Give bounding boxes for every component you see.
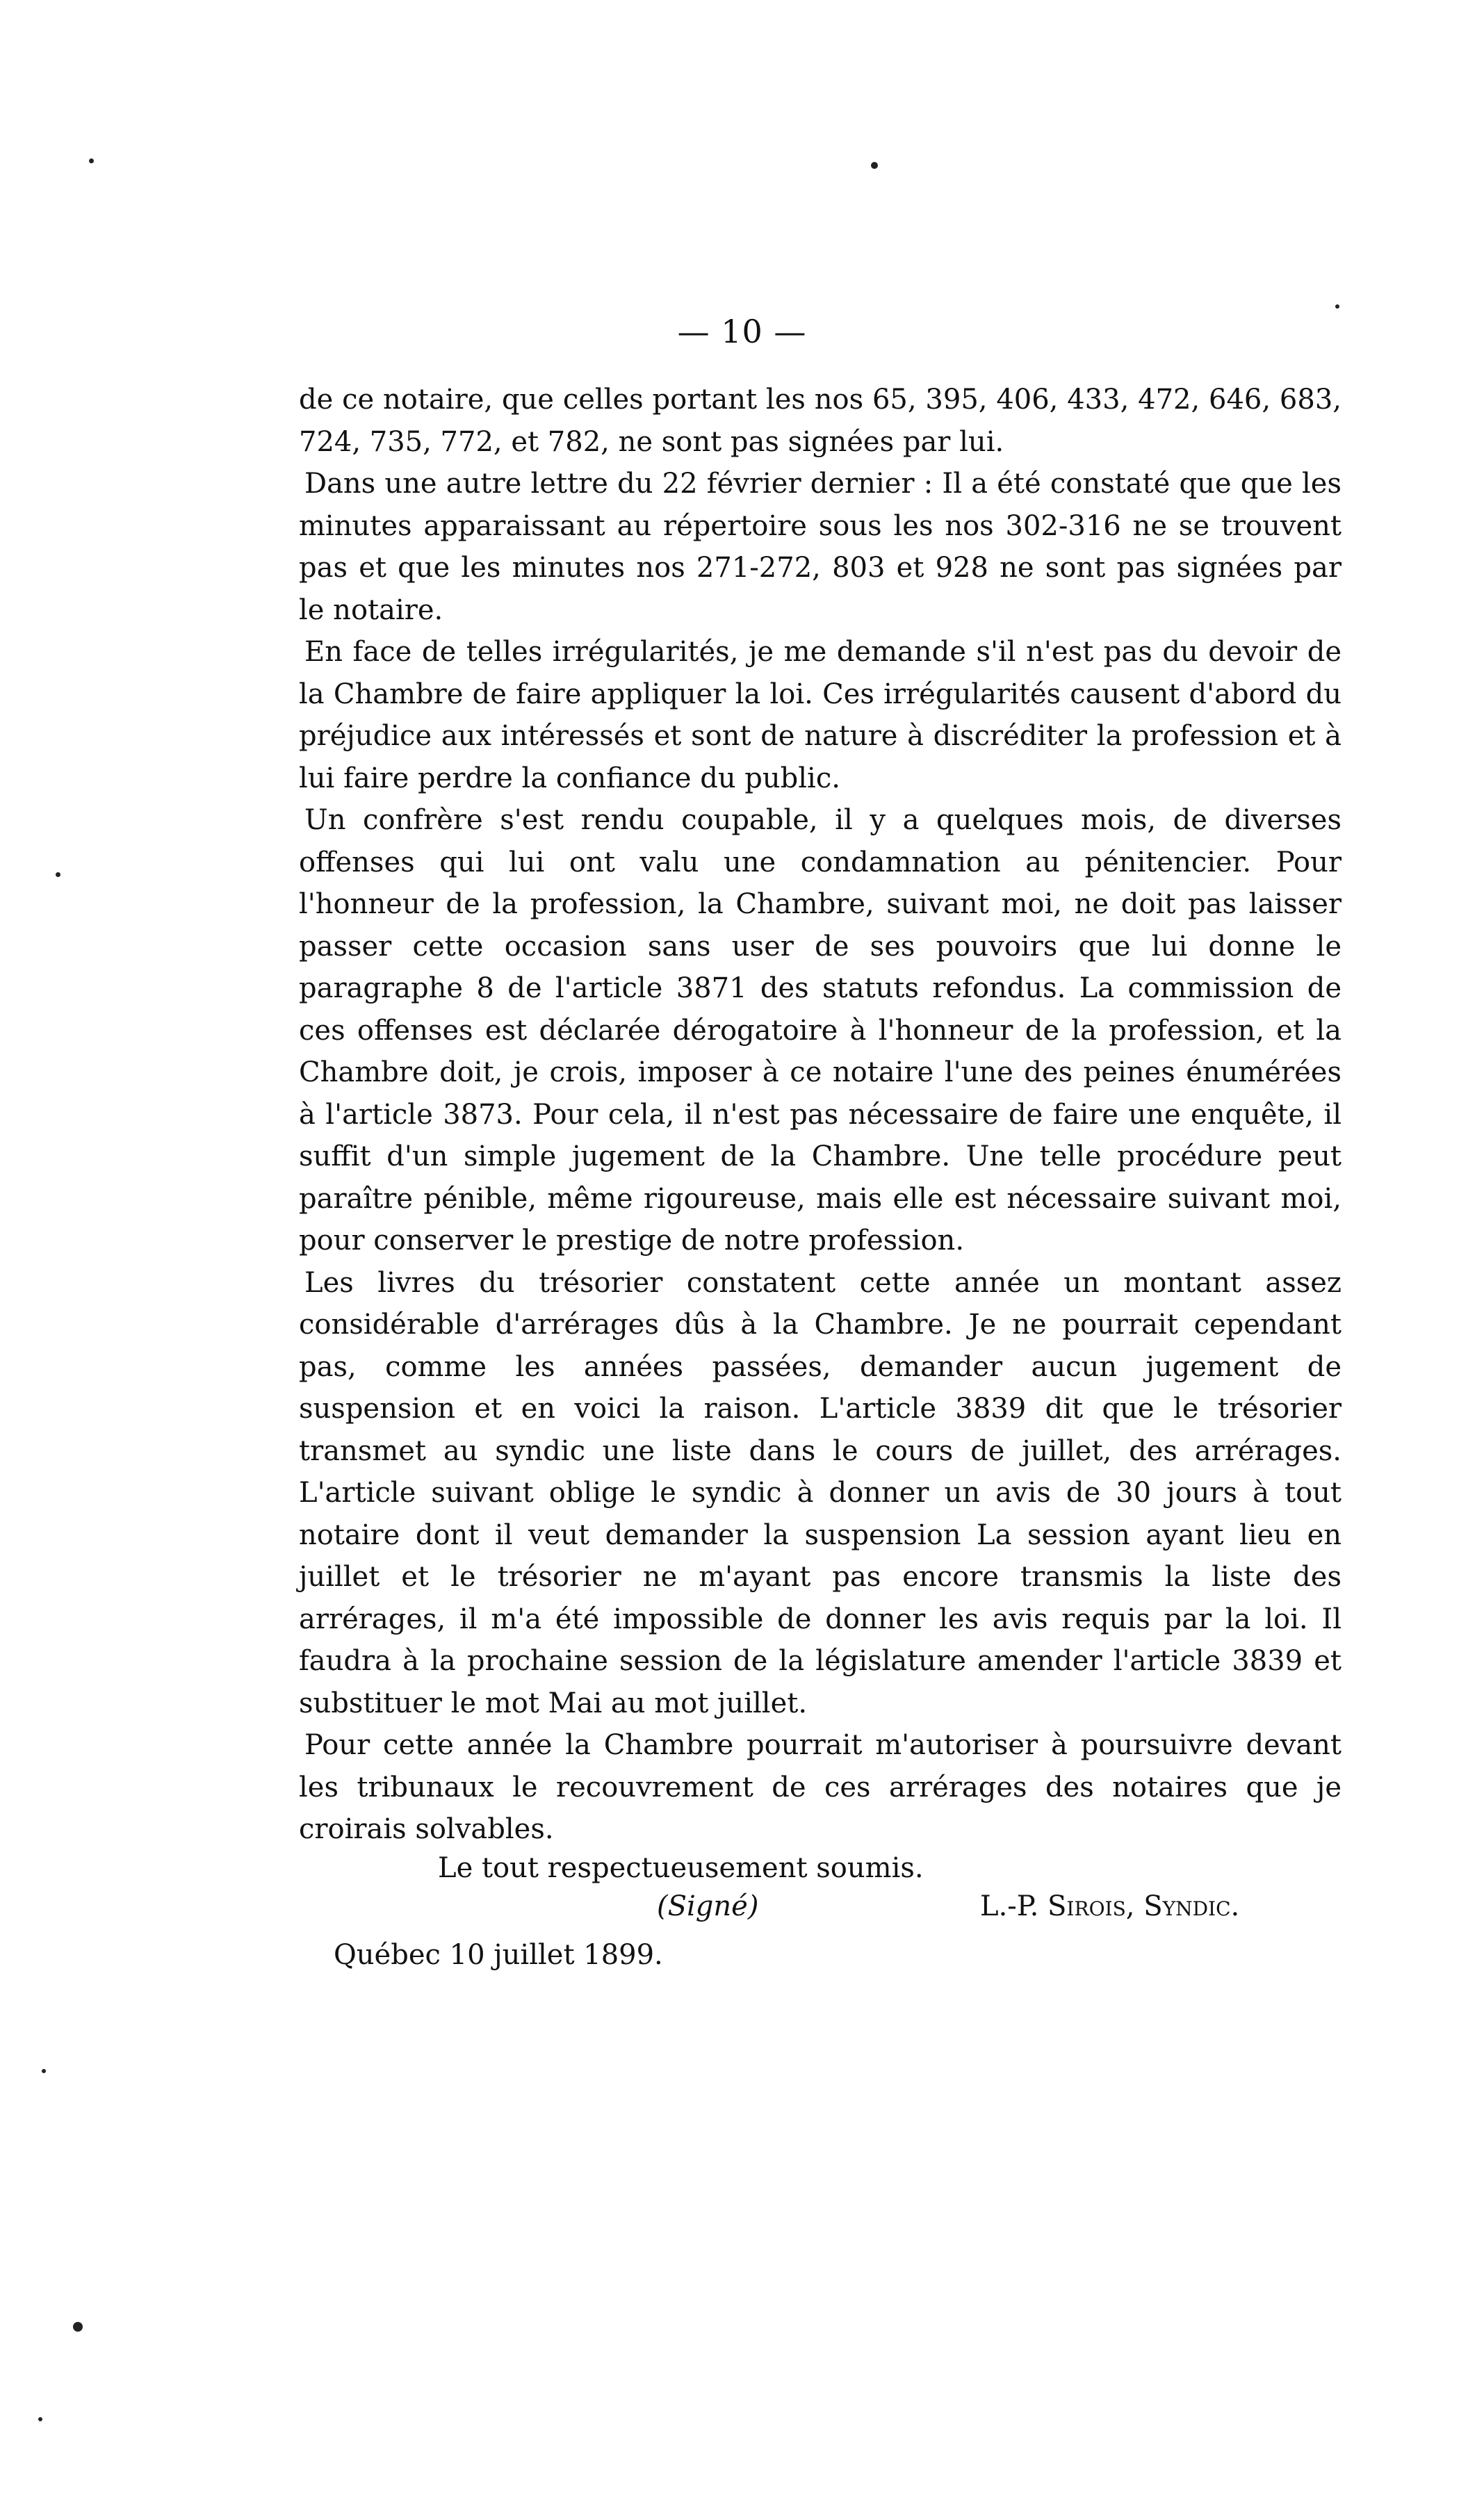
signatory: L.-P. Sirois, Syndic. [980,1890,1240,1922]
signed-label: (Signé) [657,1890,759,1922]
scan-speck [1335,304,1339,309]
page-number: — 10 — [677,313,807,350]
paragraph: de ce notaire, que celles portant les nos 65, 395, 406, 433, 472, 646, 683, 724, 735, 772, et 782, ne sont pas signées par lui. [299,384,1342,458]
paragraph: Dans une autre lettre du 22 février dernier : Il a été constaté que que les minutes apparaissant au répertoire sous les nos 302-316 ne se trouvent pas et que les minutes nos 271-272, 803 et 928 ne sont pas signées par le notaire. [299,468,1342,626]
paragraph: Un confrère s'est rendu coupable, il y a quelques mois, de diverses offenses qui lui ont valu une condamnation au pénitencier. Pour l'honneur de la profession, la Chambre, suivant moi, ne doit pas laisser passer cette occasion sans user de ses pouvoirs que lui donne le paragraphe 8 de l'article 3871 des statuts refondus. La commission de ces offenses est déclarée dérogatoire à l'honneur de la profession, et la Chambre doit, je crois, imposer à ce notaire l'une des peines énumérées à l'article 3873. Pour cela, il n'est pas nécessaire de faire une enquête, il suffit d'un simple jugement de la Chambre. Une telle procédure peut paraître pénible, même rigoureuse, mais elle est nécessaire suivant moi, pour conserver le prestige de notre profession. [299,804,1342,1257]
paragraph: Pour cette année la Chambre pourrait m'autoriser à poursuivre devant les tribunaux le recouvrement de ces arrérages des notaires que je croirais solvables. [299,1729,1342,1845]
body-text [299,379,1342,1851]
paragraph: Les livres du trésorier constatent cette année un montant assez considérable d'arrérages dûs à la Chambre. Je ne pourrait cependant pas, comme les années passées, demander aucun jugement de suspension et en voici la raison. L'article 3839 dit que le trésorier transmet au syndic une liste dans le cours de juillet, des arrérages. L'article suivant oblige le syndic à donner un avis de 30 jours à tout notaire dont il veut demander la suspension La session ayant lieu en juillet et le trésorier ne m'ayant pas encore transmis la liste des arrérages, il m'a été impossible de donner les avis requis par la loi. Il faudra à la prochaine session de la législature amender l'article 3839 et substituer le mot Mai au mot juillet. [299,1266,1342,1719]
scan-speck [871,162,878,169]
scan-speck [89,158,94,163]
scan-speck [38,2417,42,2421]
scan-speck [73,2322,83,2332]
scan-speck [56,872,60,877]
paragraph: En face de telles irrégularités, je me demande s'il n'est pas du devoir de la Chambre de faire appliquer la loi. Ces irrégularités causent d'abord du préjudice aux intéressés et sont de nature à discréditer la profession et à lui faire perdre la confiance du public. [299,636,1342,794]
scan-speck [42,2069,46,2073]
place-date: Québec 10 juillet 1899. [334,1939,663,1971]
submission-line: Le tout respectueusement soumis. [438,1852,924,1884]
